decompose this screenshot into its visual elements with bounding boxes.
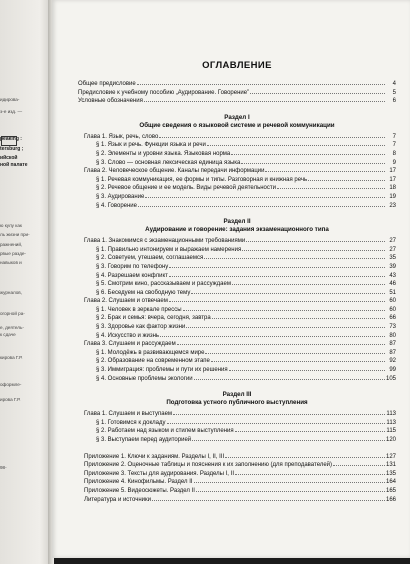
dot-leader <box>177 344 385 345</box>
chapter-entry <box>78 297 396 306</box>
dot-leader <box>138 206 385 207</box>
dot-leader <box>159 137 385 138</box>
chapter-entry <box>78 133 396 142</box>
page-number: 4 <box>392 81 396 87</box>
page-number: 60 <box>389 298 396 305</box>
entry-title: § 2. Элементы и уровни языка. Языковая норма <box>96 150 231 157</box>
entry-title: Глава 1. Язык, речь, слово <box>84 133 159 140</box>
entry-title: § 3. Выступаем перед аудиторией <box>96 437 192 443</box>
entry-title: Глава 3. Слушаем и рассуждаем <box>84 341 176 348</box>
page-number: 87 <box>389 349 396 356</box>
page-number: 105 <box>385 375 396 382</box>
appendix-entry <box>78 453 396 462</box>
chapter-entry <box>78 340 396 349</box>
section-gap <box>78 106 396 114</box>
dot-leader <box>160 336 385 337</box>
left-page-fragment: ль жизни при- <box>0 232 30 237</box>
entry-title: Глава 2. Человеческое общение. Каналы передачи информации <box>84 168 265 175</box>
entry-title: Условные обозначения <box>78 98 143 105</box>
left-page-fragment: огорной ра- <box>0 311 25 316</box>
page-number: 164 <box>385 479 396 486</box>
appendix-entry <box>78 478 396 487</box>
left-page-fragment: навыков и <box>0 260 22 265</box>
left-page-fragment: ю кулу как <box>0 223 22 228</box>
page-number: 39 <box>389 263 396 270</box>
entry-title: § 3. Говорим по телефону <box>96 263 169 270</box>
dot-leader <box>235 431 385 432</box>
dot-leader <box>212 318 385 319</box>
page-number: 135 <box>385 470 396 477</box>
paragraph-entry <box>78 176 396 185</box>
dot-leader <box>145 197 385 198</box>
left-page-fragment: рвые разде- <box>0 251 26 256</box>
entry-title: § 3. Аудирование <box>96 193 145 200</box>
entry-title: § 4. Говорение <box>96 202 137 209</box>
left-page-fragment: 98- <box>0 465 7 470</box>
entry-title: § 2. Советуем, утешаем, соглашаемся <box>96 255 204 262</box>
dot-leader <box>246 241 385 242</box>
dot-leader <box>169 301 385 302</box>
dot-leader <box>191 293 385 294</box>
page-number: 8 <box>392 150 396 157</box>
entry-title: § 1. Молодёжь в развивающемся мире <box>96 349 205 356</box>
page-number: 27 <box>389 238 396 245</box>
page-number: 60 <box>389 306 396 313</box>
dot-leader <box>169 276 385 277</box>
paragraph-entry <box>78 280 396 289</box>
entry-title: § 2. Речевое общение и ее модель. Виды речевой деятельности <box>96 185 276 192</box>
entry-title: Приложение 3. Тексты для аудирования. Разделы I, II <box>84 470 234 477</box>
entry-title: § 3. Слово — основная лексическая единица языка <box>96 159 241 166</box>
dot-leader <box>277 188 385 189</box>
section-gap <box>78 210 396 218</box>
page-number: 166 <box>385 496 396 503</box>
paragraph-entry <box>78 254 396 263</box>
page-number: 19 <box>389 193 396 200</box>
entry-title: Приложение 1. Ключи к заданиям. Разделы I, II, III <box>84 453 225 460</box>
left-page-fragment: журналов, <box>0 290 23 295</box>
page-number: 23 <box>389 202 396 209</box>
entry-title: § 1. Язык и речь. Функции языка и речи <box>96 142 206 149</box>
dot-leader <box>169 267 385 268</box>
previous-page-edge <box>0 0 50 564</box>
entry-title: § 1. Человек в зеркале прессы <box>96 306 182 313</box>
paragraph-entry <box>78 193 396 202</box>
dot-leader <box>204 258 385 259</box>
left-page-fragment: ийской <box>0 155 18 161</box>
page-number: 92 <box>389 358 396 365</box>
table-of-contents <box>78 60 396 504</box>
paragraph-entry <box>78 349 396 358</box>
left-page-fragment: tersburg ; <box>0 146 24 152</box>
entry-title: § 4. Основные проблемы экологии <box>96 375 193 382</box>
page-number: 7 <box>392 142 396 149</box>
dot-leader <box>241 163 385 164</box>
chapter-entry <box>78 237 396 246</box>
publisher-mark <box>1 136 17 146</box>
page-number: 35 <box>389 255 396 262</box>
left-page-fragment: к сдаче <box>0 332 16 337</box>
page-number: 115 <box>386 428 396 435</box>
dot-leader <box>194 482 385 483</box>
entry-title: § 1. Готовимся к докладу <box>96 419 166 426</box>
paragraph-entry <box>78 375 396 384</box>
paragraph-entry <box>78 436 396 445</box>
entry-title: § 2. Работаем над языком и стилем выступления <box>96 428 234 435</box>
entry-title: Глава 1. Знакомимся с экзаменационными требованиями <box>84 238 246 245</box>
paragraph-entry <box>78 184 396 193</box>
appendix-entry <box>78 496 396 505</box>
dot-leader <box>186 327 385 328</box>
section-label: Раздел II <box>223 218 251 226</box>
page-number: 46 <box>389 281 396 288</box>
paragraph-entry <box>78 427 396 436</box>
page-number: 73 <box>389 324 396 331</box>
page-number: 6 <box>392 98 396 105</box>
dot-leader <box>235 474 385 475</box>
dot-leader <box>242 250 385 251</box>
paragraph-entry <box>78 314 396 323</box>
paragraph-entry <box>78 150 396 159</box>
toc-entry <box>78 89 396 98</box>
paragraph-entry <box>78 202 396 211</box>
dot-leader <box>250 93 385 94</box>
paragraph-entry <box>78 272 396 281</box>
entry-title: Приложение 2. Оценочные таблицы и пояснения к их заполнению (для преподавателей) <box>84 462 333 469</box>
chapter-entry <box>78 167 396 176</box>
paragraph-entry <box>78 263 396 272</box>
page-number: 120 <box>385 437 396 443</box>
page-number: 131 <box>385 462 396 469</box>
entry-title: § 1. Правильно интонируем и выражаем намерения <box>96 246 242 253</box>
page-number: 113 <box>386 419 396 426</box>
entry-title: § 4. Искусство и жизнь <box>96 332 160 339</box>
entry-title: § 3. Здоровье как фактор жизни <box>96 324 186 331</box>
dot-leader <box>144 101 385 102</box>
paragraph-entry <box>78 357 396 366</box>
paragraph-entry <box>78 159 396 168</box>
entry-title: § 3. Иммиграция: проблемы и пути их решения <box>96 367 228 374</box>
left-page-fragment: peaking : <box>0 136 22 142</box>
page-number: 5 <box>392 89 396 96</box>
paragraph-entry <box>78 323 396 332</box>
chapter-entry <box>78 410 396 419</box>
page-title: ОГЛАВЛЕНИЕ <box>202 60 272 71</box>
page-number: 17 <box>389 168 396 175</box>
dot-leader <box>231 154 385 155</box>
dot-leader <box>207 145 385 146</box>
left-page-fragment: идирова- <box>0 97 20 102</box>
entry-title: Литература и источники <box>84 496 151 503</box>
entry-title: § 5. Смотрим кино, рассказываем и рассуждаем <box>96 281 231 288</box>
entry-title: § 1. Речевая коммуникация, ее формы и типы. Разговорная и книжная речь <box>96 176 308 183</box>
page-number: 127 <box>385 453 396 460</box>
appendix-list <box>78 453 396 505</box>
paragraph-entry <box>78 332 396 341</box>
paragraph-entry <box>78 289 396 298</box>
paragraph-entry <box>78 306 396 315</box>
left-page-fragment: ирова Г.Р. <box>0 397 21 402</box>
left-page-fragment: кирова Г.Р. <box>0 355 23 360</box>
left-page-fragment: ной палате <box>0 162 28 168</box>
entry-title: Предисловие к учебному пособию „Аудирование. Говорение” <box>78 89 250 96</box>
entry-title: § 6. Беседуем на свободную тему <box>96 289 191 296</box>
dot-leader <box>173 414 385 415</box>
section-title: Аудирование и говорение: задания экзаменационного типа <box>145 226 329 234</box>
dot-leader <box>196 491 385 492</box>
entry-title: § 2. Брак и семья: вчера, сегодня, завтра <box>96 315 211 322</box>
page-number: 80 <box>389 332 396 339</box>
dot-leader <box>167 423 386 424</box>
entry-title: Приложение 5. Видеосюжеты. Раздел II <box>84 487 195 494</box>
appendix-entry <box>78 470 396 479</box>
dot-leader <box>194 379 385 380</box>
page-number: 18 <box>389 185 396 192</box>
page-number: 51 <box>389 289 396 296</box>
dot-leader <box>229 370 385 371</box>
entry-title: Глава 2. Слушаем и отвечаем <box>84 298 168 305</box>
left-page-fragment: ражнений, <box>0 242 23 247</box>
dot-leader <box>137 84 385 85</box>
dot-leader <box>308 180 385 181</box>
front-matter-list <box>78 80 396 106</box>
section-gap <box>78 383 396 391</box>
entry-title: § 2. Образование на современном этапе <box>96 358 210 365</box>
paragraph-entry <box>78 419 396 428</box>
section-label: Раздел I <box>224 113 250 121</box>
dot-leader <box>152 500 385 501</box>
dot-leader <box>205 353 385 354</box>
page-number: 113 <box>386 411 396 418</box>
section-label: Раздел III <box>222 391 252 399</box>
paragraph-entry <box>78 141 396 150</box>
dot-leader <box>183 310 385 311</box>
entry-title: Глава 1. Слушаем и выступаем <box>84 411 173 418</box>
left-page-fragment: э-е изд. — <box>0 109 23 114</box>
table-of-contents-page <box>52 0 410 558</box>
dot-leader <box>192 440 385 441</box>
dot-leader <box>333 465 385 466</box>
page-number: 9 <box>392 159 396 166</box>
dot-leader <box>232 284 385 285</box>
page-number: 99 <box>389 367 396 374</box>
toc-entry <box>78 97 396 106</box>
paragraph-entry <box>78 246 396 255</box>
page-number: 7 <box>392 133 396 140</box>
entry-title: Общее предисловие <box>78 81 136 87</box>
entry-title: § 4. Разрешаем конфликт <box>96 272 168 279</box>
left-page-fragment: оформле- <box>0 382 22 387</box>
appendix-entry <box>78 461 396 470</box>
page-number: 165 <box>385 487 396 494</box>
page-number: 43 <box>389 272 396 279</box>
left-page-fragment: е, деятель- <box>0 325 24 330</box>
section-title: Подготовка устного публичного выступления <box>166 399 308 407</box>
appendix-entry <box>78 487 396 496</box>
section-title: Общие сведения о языковой системе и речевой коммуникации <box>139 121 335 129</box>
dot-leader <box>225 457 385 458</box>
dot-leader <box>211 361 385 362</box>
sections-list <box>78 106 396 445</box>
page-number: 66 <box>389 315 396 322</box>
dot-leader <box>265 171 385 172</box>
paragraph-entry <box>78 366 396 375</box>
page-number: 27 <box>389 246 396 253</box>
page-number: 87 <box>389 341 396 348</box>
toc-entry <box>78 80 396 89</box>
entry-title: Приложение 4. Кинофильмы. Раздел II <box>84 479 193 486</box>
page-number: 17 <box>389 176 396 183</box>
